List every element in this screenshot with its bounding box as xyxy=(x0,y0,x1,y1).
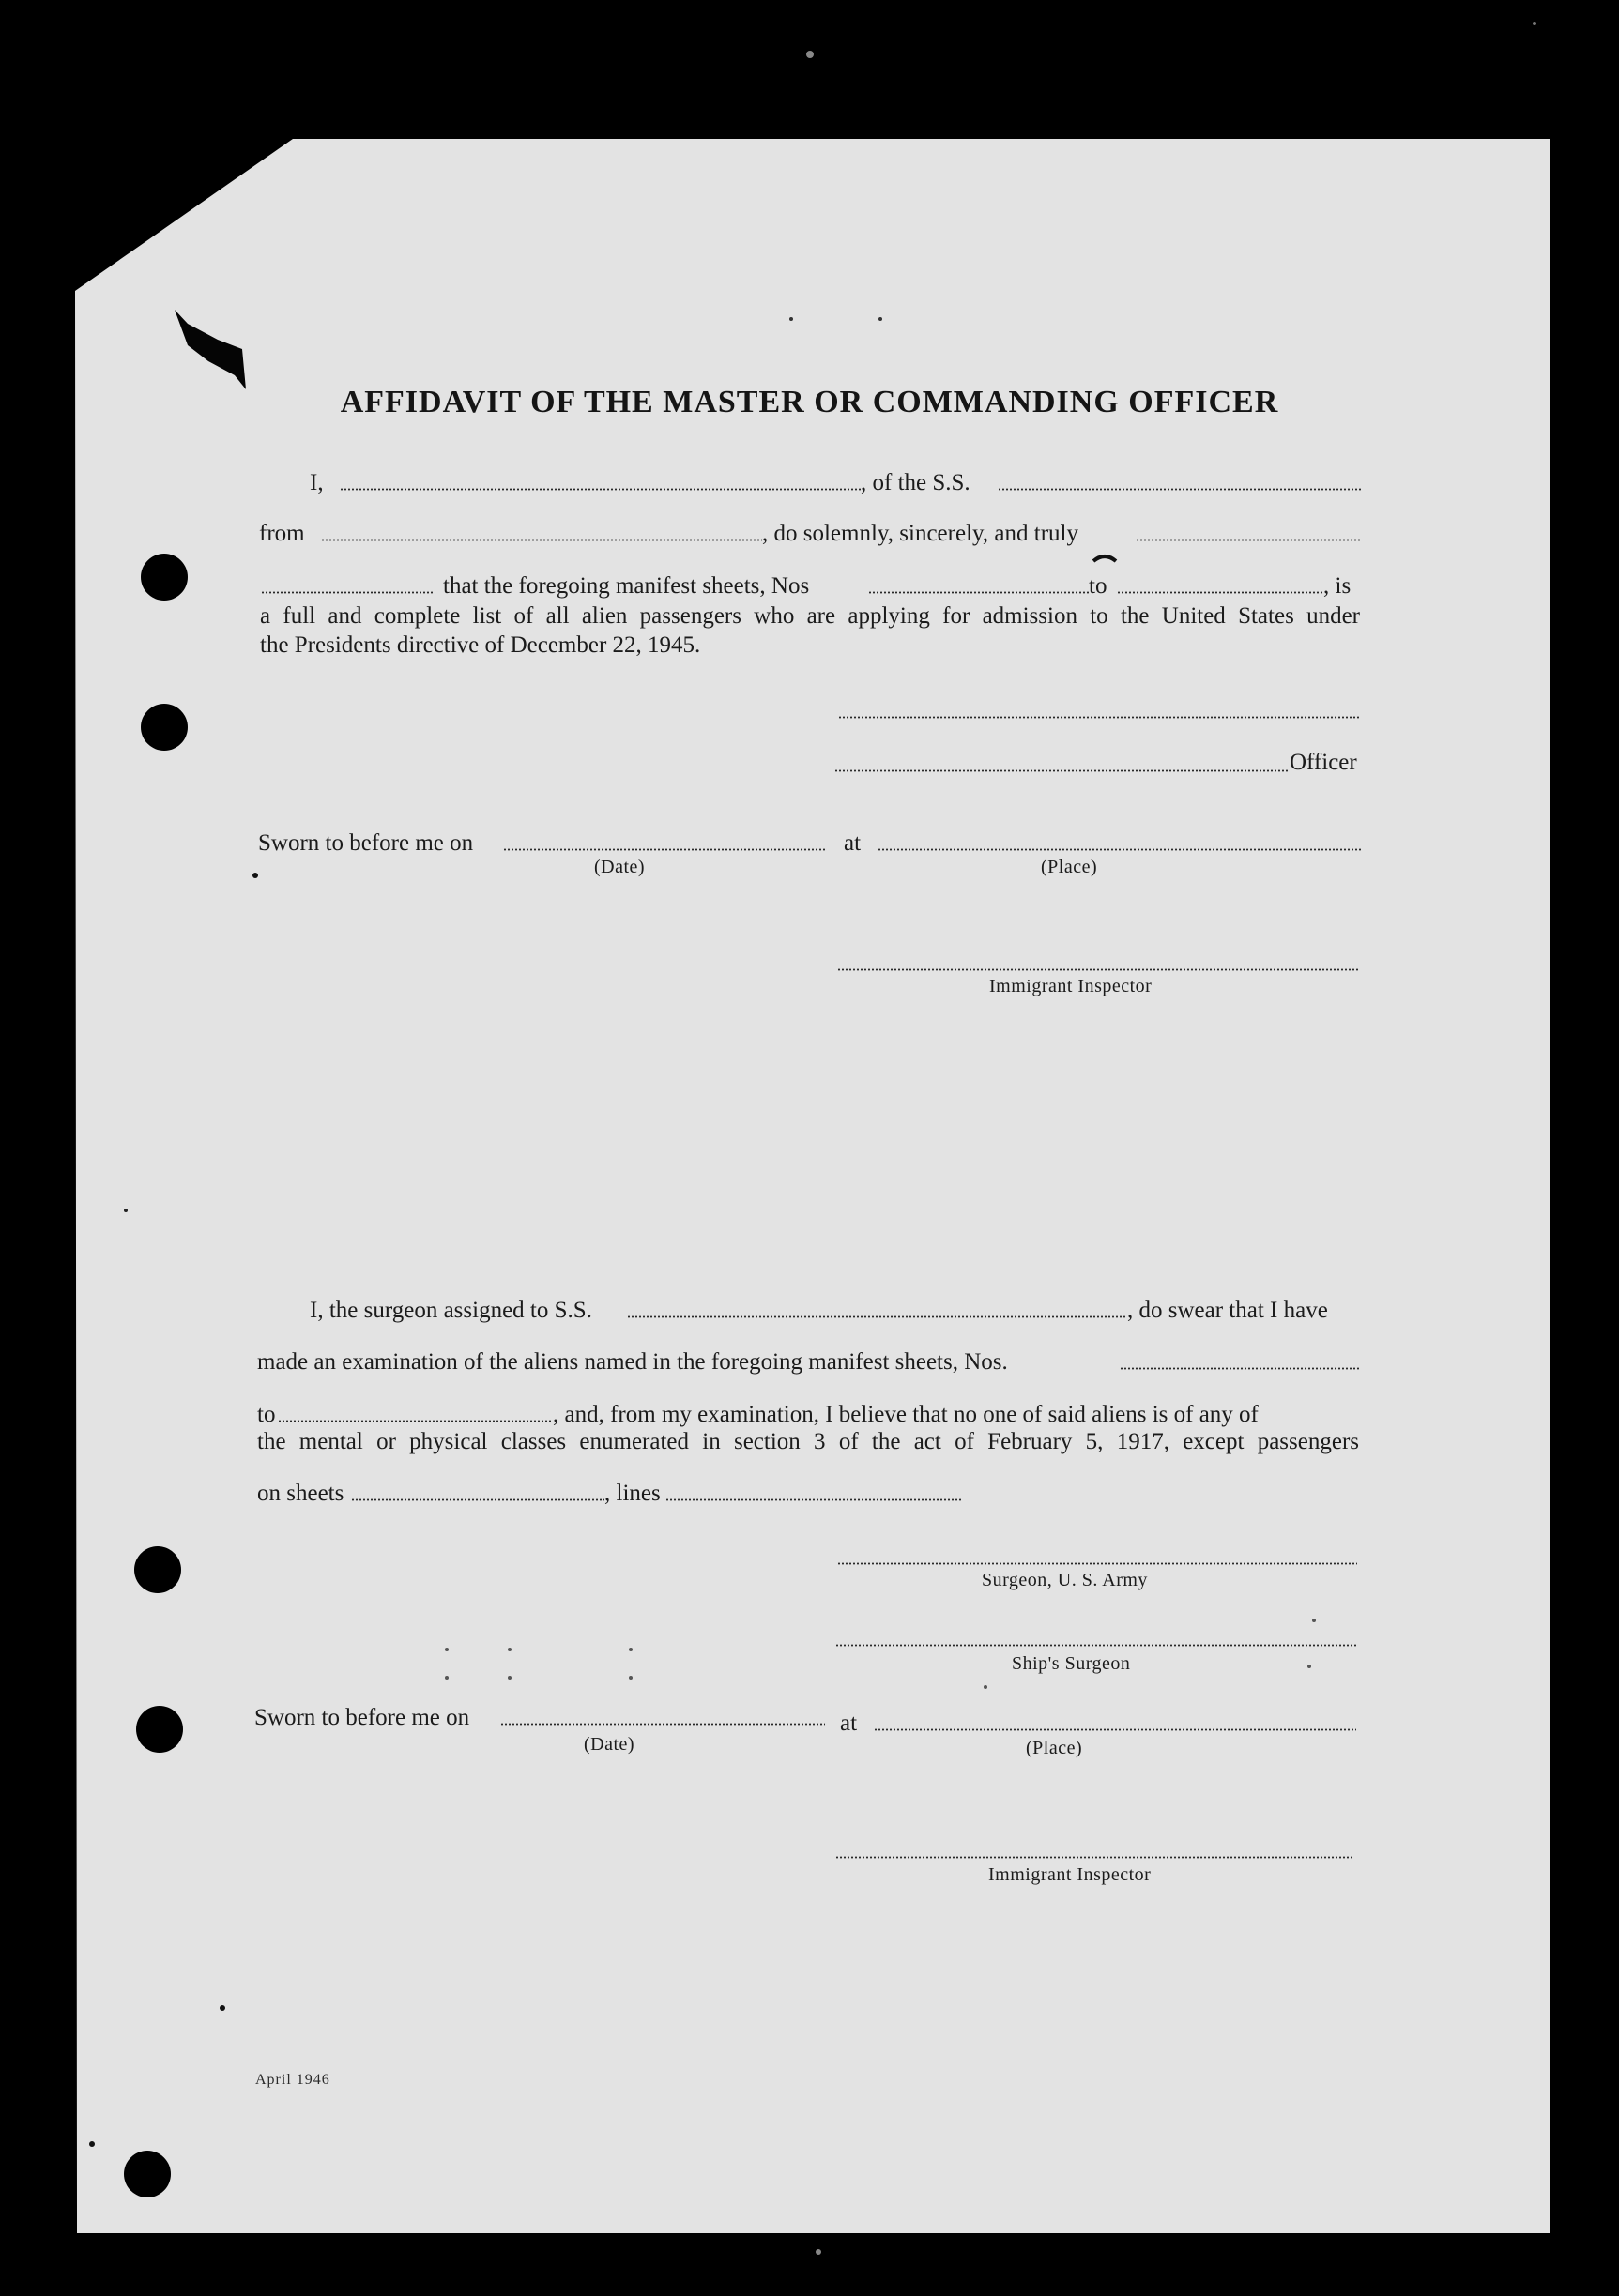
punch-hole xyxy=(124,2151,171,2197)
surgeon-line-start: I, the surgeon assigned to S.S. xyxy=(310,1298,592,1323)
sworn-date-field[interactable] xyxy=(500,1723,825,1726)
inspector-signature-line[interactable] xyxy=(835,1856,1352,1859)
surgeon-to-label: to xyxy=(257,1402,276,1427)
from-port-field[interactable] xyxy=(321,539,762,541)
punch-hole xyxy=(141,704,188,751)
punch-hole xyxy=(134,1546,181,1593)
army-surgeon-caption: Surgeon, U. S. Army xyxy=(982,1570,1148,1590)
manifest-text: that the foregoing manifest sheets, Nos xyxy=(443,573,810,599)
paper-sheet xyxy=(75,139,1550,2233)
page-title: AFFIDAVIT OF THE MASTER OR COMMANDING OFFICER xyxy=(340,385,1279,419)
army-surgeon-signature-line[interactable] xyxy=(837,1562,1357,1565)
of-ss-label: , of the S.S. xyxy=(861,470,970,495)
oath-continuation-field[interactable] xyxy=(261,591,434,594)
sworn-label: Sworn to before me on xyxy=(254,1705,470,1730)
surgeon-line4-text: the mental or physical classes enumerated in section 3 of the act of February 5, 1917, except passengers xyxy=(257,1429,1359,1454)
solemnly-text: , do solemnly, sincerely, and truly xyxy=(762,521,1078,546)
punch-hole xyxy=(141,554,188,601)
lines-label: , lines xyxy=(604,1481,661,1506)
place-caption: (Place) xyxy=(1041,857,1098,877)
sworn-place-field[interactable] xyxy=(878,848,1361,851)
i-label: I, xyxy=(310,470,324,495)
date-caption: (Date) xyxy=(594,857,646,877)
on-sheets-label: on sheets xyxy=(257,1481,344,1506)
manifest-from-field[interactable] xyxy=(868,591,1089,594)
at-label: at xyxy=(844,830,862,856)
lines-field[interactable] xyxy=(665,1498,962,1501)
ships-surgeon-caption: Ship's Surgeon xyxy=(1012,1653,1131,1674)
is-text: , is xyxy=(1323,573,1352,599)
surgeon-to-field[interactable] xyxy=(278,1420,553,1422)
punch-hole xyxy=(136,1706,183,1753)
sworn-label: Sworn to before me on xyxy=(258,830,474,856)
surgeon-manifest-text: made an examination of the aliens named in the foregoing manifest sheets, Nos. xyxy=(257,1349,1008,1375)
surgeon-line3-text: , and, from my examination, I believe that no one of said aliens is of any of xyxy=(553,1402,1259,1427)
place-caption: (Place) xyxy=(1026,1738,1083,1758)
from-label: from xyxy=(259,521,305,546)
form-date: April 1946 xyxy=(255,2072,330,2088)
date-caption: (Date) xyxy=(584,1734,635,1755)
surgeon-ship-field[interactable] xyxy=(627,1315,1127,1318)
sworn-date-field[interactable] xyxy=(503,848,827,851)
master-signature-line[interactable] xyxy=(838,716,1360,719)
oath-field[interactable] xyxy=(1136,539,1361,541)
inspector-caption: Immigrant Inspector xyxy=(989,976,1153,996)
paragraph-line: the Presidents directive of December 22, 1945. xyxy=(260,632,701,658)
officer-label: Officer xyxy=(1290,750,1357,775)
surgeon-nos-field[interactable] xyxy=(1120,1367,1359,1370)
manifest-to-field[interactable] xyxy=(1117,591,1323,594)
paragraph-line: a full and complete list of all alien passengers who are applying for admission to the United States under xyxy=(260,603,1360,629)
at-label: at xyxy=(840,1711,858,1736)
inspector-signature-line[interactable] xyxy=(837,968,1359,971)
sworn-place-field[interactable] xyxy=(874,1728,1356,1731)
inspector-caption: Immigrant Inspector xyxy=(988,1864,1152,1885)
ship-name-field[interactable] xyxy=(998,488,1361,491)
ships-surgeon-signature-line[interactable] xyxy=(835,1644,1357,1647)
sheets-field[interactable] xyxy=(351,1498,604,1501)
surgeon-line-end: , do swear that I have xyxy=(1127,1298,1328,1323)
officer-signature-line[interactable] xyxy=(834,769,1290,772)
master-name-field[interactable] xyxy=(340,488,861,491)
to-label: to xyxy=(1089,573,1107,599)
